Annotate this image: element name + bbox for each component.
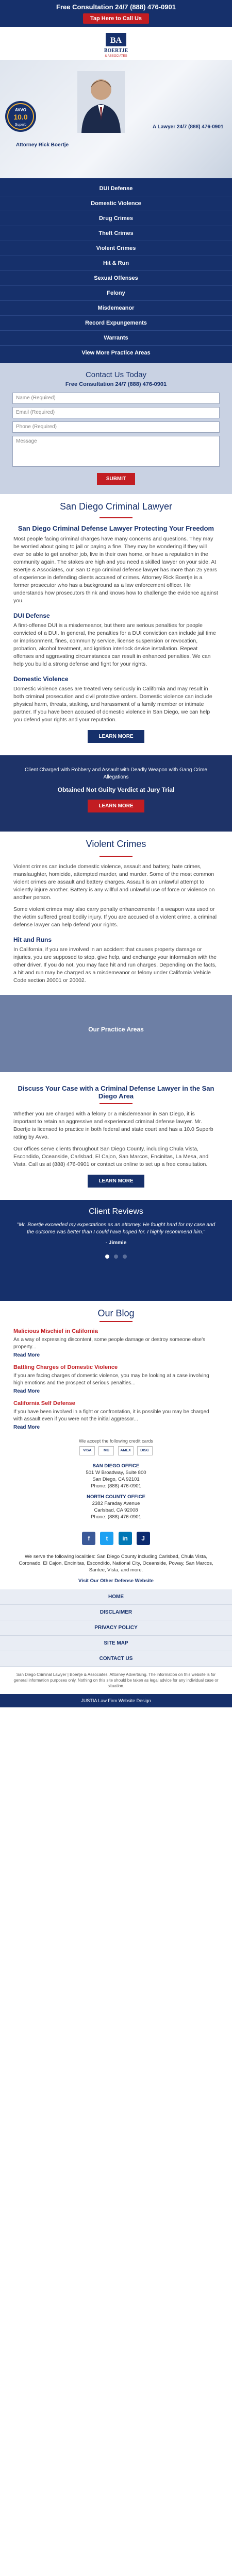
tap-to-call-button[interactable]: Tap Here to Call Us (83, 13, 149, 24)
avvo-rating-badge (4, 100, 37, 133)
blog-post-excerpt: If you are facing charges of domestic violence, you may be looking at a case involving high emotions and the prospect of serious penalties... (13, 1373, 209, 1386)
svg-text:Superb: Superb (14, 123, 27, 127)
blog-read-more-link[interactable]: Read More (13, 1388, 40, 1394)
menu-item-hit-and-run[interactable]: Hit & Run (0, 256, 232, 271)
office-address-1: 2382 Faraday Avenue (92, 1501, 140, 1506)
other-website-link[interactable]: Visit Our Other Defense Website (78, 1578, 154, 1584)
local-section (0, 1072, 232, 1200)
menu-item-warrants[interactable]: Warrants (0, 331, 232, 346)
practice-areas-label[interactable]: Our Practice Areas (88, 1026, 144, 1033)
footer-link-home[interactable]: HOME (0, 1589, 232, 1605)
footer-link-privacy[interactable]: PRIVACY POLICY (0, 1620, 232, 1636)
menu-item-felony[interactable]: Felony (0, 286, 232, 301)
facebook-icon[interactable]: f (82, 1532, 95, 1545)
svg-text:AVVO: AVVO (14, 108, 27, 112)
service-area-text (0, 1551, 232, 1589)
review-dot-2[interactable] (114, 1255, 118, 1259)
logo-line2: & ASSOCIATES (105, 55, 127, 58)
blog-post-title[interactable]: Malicious Mischief in California (13, 1328, 98, 1334)
client-reviews (0, 1200, 232, 1301)
payments-label: We accept the following credit cards (79, 1438, 153, 1444)
blog-read-more-link[interactable]: Read More (13, 1352, 40, 1358)
intro-learn-more-button[interactable]: LEARN MORE (88, 730, 144, 743)
hero-phone[interactable] (153, 124, 228, 130)
local-paragraph-2: Our offices serve clients throughout San Diego County, including Chula Vista, Escondido, Oceanside, Carlsbad, El Cajon, San Marcos, Encinitas, La Mesa, and Vista. Call us at (888) 476-0901 or contact us online to set up a free consultation. (13, 1146, 209, 1167)
violent-paragraph-2: Some violent crimes may also carry penalty enhancements if a weapon was used or the victim suffered great bodily injury. If you are accused of a violent crime, a criminal defense lawyer can help defend your rights. (13, 906, 217, 928)
violent-divider (100, 856, 132, 857)
office-north-county (0, 1494, 232, 1520)
title-divider (100, 517, 132, 518)
menu-item-theft-crimes[interactable]: Theft Crimes (0, 226, 232, 241)
review-dot-3[interactable] (123, 1255, 127, 1259)
contact-form (0, 363, 232, 494)
discover-card-icon: DISC (137, 1446, 153, 1455)
dv-heading: Domestic Violence (13, 675, 69, 683)
office-name: SAN DIEGO OFFICE (92, 1463, 140, 1469)
justia-credit[interactable]: JUSTIA Law Firm Website Design (0, 1694, 232, 1707)
linkedin-icon[interactable]: in (119, 1532, 132, 1545)
review-dot-1[interactable] (105, 1255, 109, 1259)
review-author: - Jimmie (105, 1240, 127, 1246)
case-result-description: Client Charged with Robbery and Assault with Deadly Weapon with Gang Crime Allegations (25, 767, 207, 780)
intro-paragraph: Most people facing criminal charges have many concerns and questions. They may be worried about going to jail or paying a fine. They may be wondering if they will ever be able to get another job, live in their own home, or have a reputation in the community again. The stakes are high and you need a skilled lawyer on your side. At Boertje & Associates, our San Diego criminal defense lawyer has more than 25 years of experience in defending clients accused of crimes. Attorney Rick Boertje is a former prosecutor who has a background as a law enforcement officer. He understands how prosecutors think and knows how to challenge the evidence against you. (13, 536, 218, 604)
office-san-diego (0, 1463, 232, 1489)
blog-read-more-link[interactable]: Read More (13, 1425, 40, 1430)
office-address-1: 501 W Broadway, Suite 800 (86, 1470, 146, 1476)
violent-paragraph-1: Violent crimes can include domestic violence, assault and battery, hate crimes, manslaughter, homicide, attempted murder, and murder. Some of the most common violent crimes are assault and battery charges. Assault is an unlawful attempt to violently injure another. Battery is any willful and unlawful use of force or violence on another person. (13, 863, 215, 901)
menu-item-violent-crimes[interactable]: Violent Crimes (0, 241, 232, 256)
social-links (0, 1529, 232, 1551)
intro-section (0, 494, 232, 755)
blog-post-excerpt: As a way of expressing discontent, some people damage or destroy someone else's property... (13, 1337, 206, 1350)
local-divider (100, 1103, 132, 1104)
case-result-outcome: Obtained Not Guilty Verdict at Jury Trial (57, 786, 175, 793)
hit-run-paragraph: In California, if you are involved in an accident that causes property damage or injuries, you are supposed to stop, give help, and exchange your information with the other driver. If you do not, you may face hit and run charges. Depending on the facts, a hit and run may be charged as a misdemeanor or felony under California Vehicle Code section 20001 or 20002. (13, 946, 217, 984)
hit-run-heading: Hit and Runs (13, 936, 52, 943)
top-call-bar (0, 0, 232, 27)
phone-field[interactable]: Phone (Required) (12, 421, 220, 433)
practice-areas-band[interactable] (0, 995, 232, 1072)
menu-item-view-more[interactable]: View More Practice Areas (81, 350, 151, 356)
office-phone[interactable]: Phone: (888) 476-0901 (91, 1514, 141, 1520)
violent-crimes-section (0, 832, 232, 995)
payment-methods (0, 1434, 232, 1461)
menu-item-dui[interactable]: DUI Defense (0, 181, 232, 196)
blog-section (0, 1301, 232, 1434)
dv-paragraph: Domestic violence cases are treated very seriously in California and may result in both criminal prosecution and civil protective orders. Domestic violence can include physical harm, threats, stalking, and harassment of a family member or intimate partner. If you have been accused of domestic violence in San Diego, we can help you defend your rights and your reputation. (13, 686, 212, 723)
message-field[interactable]: Message (12, 436, 220, 467)
amex-card-icon: AMEX (118, 1446, 134, 1455)
practice-menu (0, 178, 232, 363)
local-paragraph-1: Whether you are charged with a felony or a misdemeanor in San Diego, it is important to retain an aggressive and experienced criminal defense lawyer. Mr. Boertje is licensed to practice in both federal and state court and has a 10.0 Superb rating by Avvo. (13, 1111, 213, 1140)
menu-item-domestic-violence[interactable]: Domestic Violence (0, 196, 232, 211)
blog-post-excerpt: If you have been involved in a fight or confrontation, it is possible you may be charged with assault even if you were not the initial aggressor... (13, 1409, 209, 1422)
menu-item-misdemeanor[interactable]: Misdemeanor (0, 301, 232, 316)
justia-icon[interactable]: J (137, 1532, 150, 1545)
reviews-title: Client Reviews (89, 1207, 143, 1216)
office-address-2: San Diego, CA 92101 (92, 1477, 140, 1482)
firm-logo[interactable] (70, 32, 162, 58)
hero-banner (0, 60, 232, 178)
footer-link-disclaimer[interactable]: DISCLAIMER (0, 1605, 232, 1620)
twitter-icon[interactable]: t (100, 1532, 113, 1545)
local-learn-more-button[interactable]: LEARN MORE (88, 1175, 144, 1188)
office-name: NORTH COUNTY OFFICE (87, 1494, 145, 1500)
office-locations (0, 1461, 232, 1529)
visa-card-icon: VISA (79, 1446, 95, 1455)
contact-title: Contact Us Today (85, 370, 147, 379)
review-quote: "Mr. Boertje exceeded my expectations as an attorney. He fought hard for my case and the outcome was better than I could have hoped for. I highly recommend him." (16, 1222, 216, 1235)
submit-button[interactable]: SUBMIT (97, 473, 135, 485)
blog-title: Our Blog (97, 1308, 135, 1318)
dui-paragraph: A first-offense DUI is a misdemeanor, but there are serious penalties for people convicted of a DUI. In general, the penalties for a DUI conviction can include jail time or imprisonment, fines, community service, license suspension or revocation, probation, alcohol treatment, and ignition interlock device installation. Repeat offenses and aggravating circumstances can result in enhanced penalties. We can help you build a strong defense and fight for your rights. (13, 622, 216, 667)
legal-disclaimer: San Diego Criminal Lawyer | Boertje & Associates. Attorney Advertising. The information on this website is for general information purposes only. Nothing on this site should be taken as legal advice for any individual case or situation. (13, 1672, 219, 1688)
mastercard-icon: MC (98, 1446, 114, 1455)
intro-subtitle: San Diego Criminal Defense Lawyer Protecting Your Freedom (18, 524, 214, 532)
footer-link-sitemap[interactable]: SITE MAP (0, 1636, 232, 1651)
page-title: San Diego Criminal Lawyer (59, 501, 173, 512)
logo-line1: BOERTJE (104, 48, 128, 54)
footer-nav (0, 1589, 232, 1667)
dui-heading: DUI Defense (13, 612, 50, 619)
email-field[interactable]: Email (Required) (12, 407, 220, 418)
local-title: Discuss Your Case with a Criminal Defense Lawyer in the San Diego Area (18, 1084, 214, 1100)
case-result-learn-more-button[interactable]: LEARN MORE (88, 800, 144, 812)
contact-subtitle: Free Consultation 24/7 (888) 476-0901 (65, 381, 167, 387)
blog-post-title[interactable]: California Self Defense (13, 1400, 75, 1406)
hero-phone-text[interactable]: A Lawyer 24/7 (888) 476-0901 (153, 124, 224, 130)
svg-text:10.0: 10.0 (13, 113, 28, 121)
blog-post-title[interactable]: Battling Charges of Domestic Violence (13, 1364, 118, 1370)
logo-area (0, 27, 232, 60)
footer-link-contact[interactable]: CONTACT US (0, 1651, 232, 1667)
name-field[interactable]: Name (Required) (12, 393, 220, 404)
menu-item-record-expungements[interactable]: Record Expungements (0, 316, 232, 331)
free-consultation-text: Free Consultation 24/7 (888) 476-0901 (56, 3, 176, 11)
service-area-paragraph: We serve the following localities: San Diego County including Carlsbad, Chula Vista, Coronado, El Cajon, Encinitas, Escondido, National City, Oceanside, Poway, San Marcos, Santee, Vista, and more. (19, 1554, 213, 1573)
attorney-photo (77, 71, 125, 133)
case-result-banner (0, 755, 232, 832)
menu-item-drug-crimes[interactable]: Drug Crimes (0, 211, 232, 226)
review-pager (14, 1254, 218, 1260)
blog-divider (100, 1321, 132, 1322)
menu-item-sexual-offenses[interactable]: Sexual Offenses (0, 271, 232, 286)
office-address-2: Carlsbad, CA 92008 (94, 1507, 138, 1513)
violent-crimes-title: Violent Crimes (86, 839, 146, 849)
logo-initials: BA (110, 36, 122, 45)
office-phone[interactable]: Phone: (888) 476-0901 (91, 1483, 141, 1489)
hero-tagline: Attorney Rick Boertje (15, 142, 69, 148)
